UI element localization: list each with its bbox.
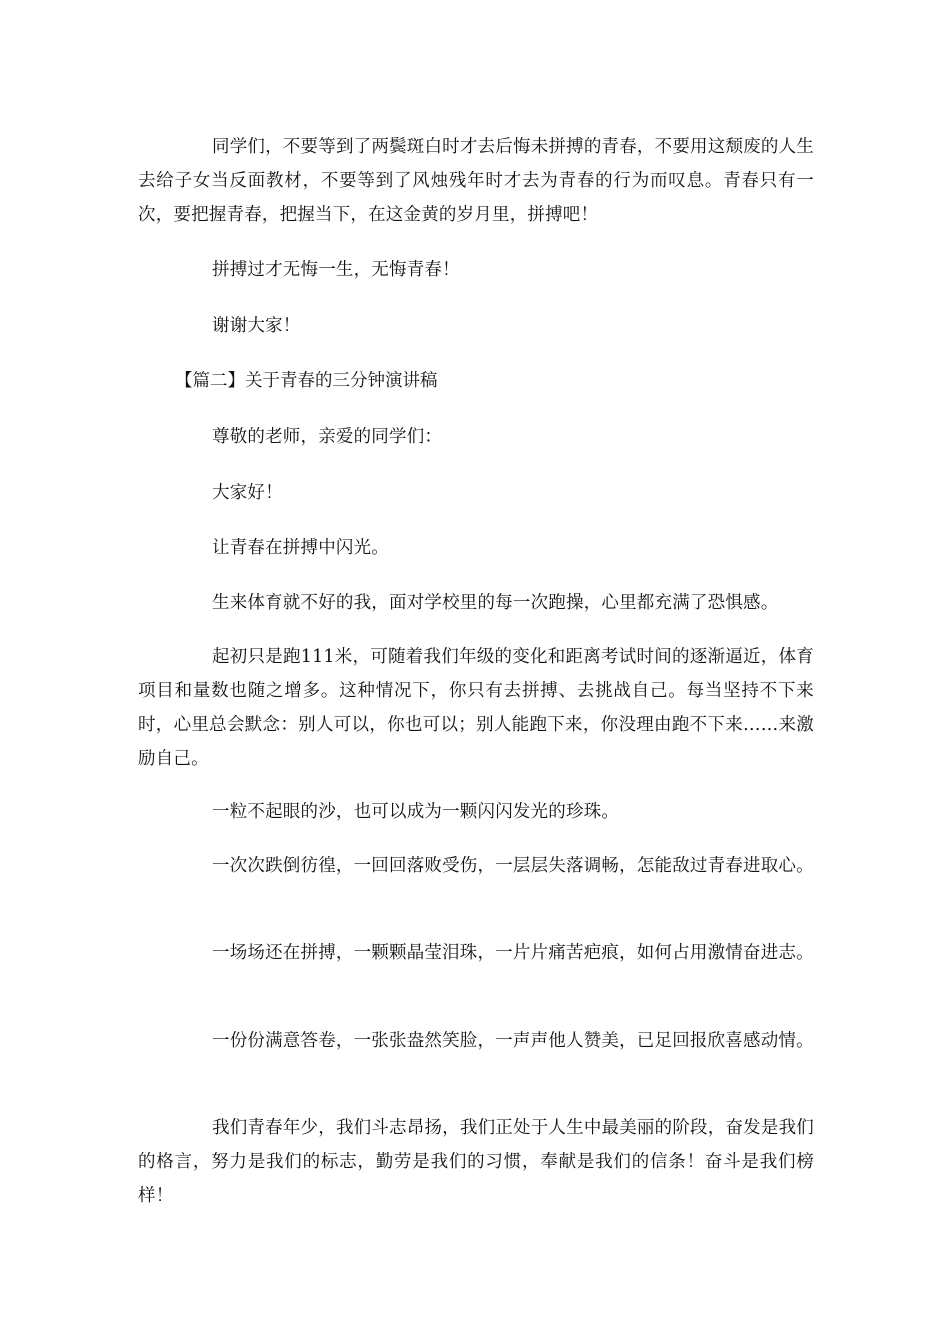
paragraph-text: 一粒不起眼的沙，也可以成为一颗闪闪发光的珍珠。 (212, 802, 620, 822)
paragraph-no-regret (138, 253, 814, 287)
paragraph-text: 一次次跌倒彷徨，一回回落败受伤，一层层失落调畅，怎能敌过青春进取心。 (212, 856, 814, 876)
paragraph-text: 大家好！ (212, 483, 283, 503)
paragraph-greeting (138, 476, 814, 510)
paragraph-youth-motto (138, 1111, 814, 1213)
paragraph-text: 一份份满意答卷，一张张盎然笑脸，一声声他人赞美，已足回报欣喜感动情。 (212, 1031, 814, 1051)
paragraph-text: 起初只是跑111米，可随着我们年级的变化和距离考试时间的逐渐逼近，体育项目和量数也随之增多。这种情况下，你只有去拼搏、去挑战自己。每当坚持不下来时，心里总会默念：别人可以，你也可以；别人能跑下来，你没理由跑不下来……来激励自己。 (138, 647, 814, 769)
paragraph-title-line (138, 531, 814, 565)
paragraph-running (138, 640, 814, 776)
paragraph-setbacks (138, 849, 814, 883)
paragraph-text: 谢谢大家！ (212, 316, 301, 336)
paragraph-text: 尊敬的老师，亲爱的同学们： (212, 427, 443, 447)
paragraph-text: 一场场还在拼搏，一颗颗晶莹泪珠，一片片痛苦疤痕，如何占用激情奋进志。 (212, 943, 814, 963)
paragraph-text: 生来体育就不好的我，面对学校里的每一次跑操，心里都充满了恐惧感。 (212, 593, 779, 613)
paragraph-closing-appeal (138, 130, 814, 232)
paragraph-text: 同学们，不要等到了两鬓斑白时才去后悔未拼搏的青春，不要用这颓废的人生去给子女当反面教材，不要等到了风烛残年时才去为青春的行为而叹息。青春只有一次，要把握青春，把握当下，在这金黄的岁月里，拼搏吧！ (138, 137, 814, 225)
paragraph-sand-pearl (138, 795, 814, 829)
section-heading: 【篇二】关于青春的三分钟演讲稿 (175, 371, 438, 391)
paragraph-text: 拼搏过才无悔一生，无悔青春！ (212, 260, 460, 280)
paragraph-text: 让青春在拼搏中闪光。 (212, 538, 389, 558)
paragraph-fear (138, 586, 814, 620)
paragraph-rewards (138, 1024, 814, 1058)
paragraph-text: 我们青春年少，我们斗志昂扬，我们正处于人生中最美丽的阶段，奋发是我们的格言，努力是我们的标志，勤劳是我们的习惯，奉献是我们的信条！奋斗是我们榜样！ (138, 1118, 814, 1206)
paragraph-struggle (138, 936, 814, 970)
paragraph-thanks (138, 309, 814, 343)
paragraph-salutation (138, 420, 814, 454)
